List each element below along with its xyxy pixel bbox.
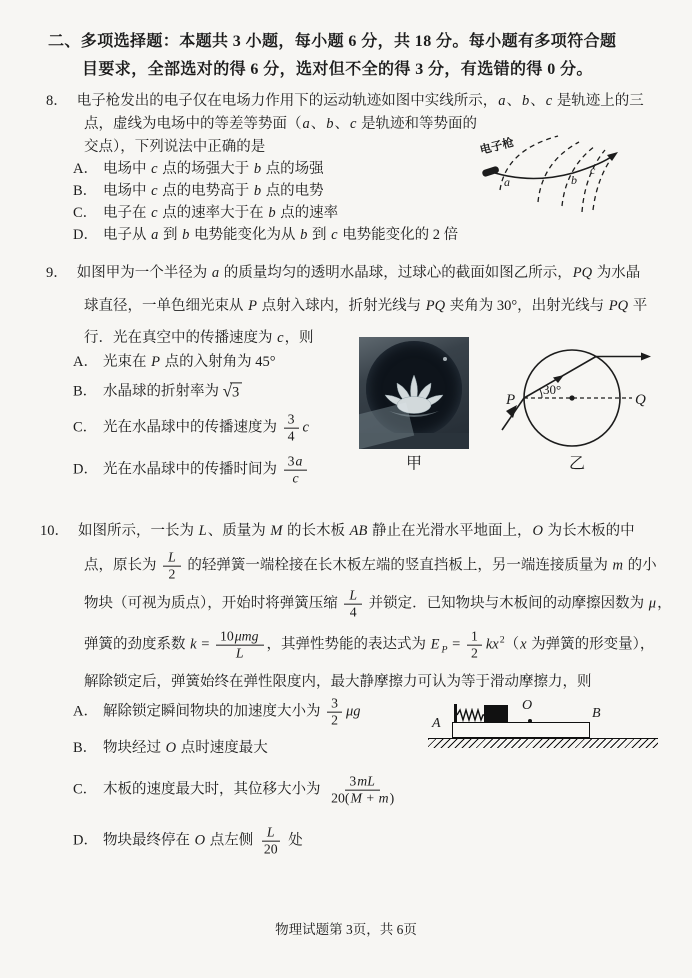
- page-footer: 物理试题第 3页，共 6页: [275, 922, 417, 937]
- block: [484, 705, 508, 722]
- q10-line5: 解除锁定后，弹簧始终在弹性限度内，最大静摩擦力可认为等于滑动摩擦力，则: [84, 673, 592, 690]
- point-b-label: b: [571, 173, 577, 187]
- plank-o-label: O: [522, 698, 533, 713]
- plank-a-label: A: [432, 716, 441, 731]
- section-header-line2: 目要求，全部选对的得 6 分，选对但不全的得 3 分，有选错的得 0 分。: [82, 61, 593, 78]
- q8-option-b: B． 电场中 c 点的电势高于 b 点的电势: [73, 182, 324, 199]
- center-dot: [569, 395, 574, 400]
- q9-option-b: B． 水晶球的折射率为 √ 3: [73, 382, 242, 401]
- crystal-ball-photo: [359, 337, 469, 449]
- section-header-line1: 二、多项选择题：本题共 3 小题，每小题 6 分，共 18 分。每小题有多项符合题: [48, 33, 617, 50]
- electron-trajectory-diagram: [478, 130, 670, 242]
- q10-line4: 弹簧的劲度系数 k = $\frac{\text{10μmg}}{L}$ ，其弹性势能的表达式为 E $_P$ = $\frac{1}{2}$ $kx^2(x$ 为弹簧的形变量），: [84, 628, 655, 661]
- q10-line1: 10． 如图所示，一长为 L、质量为 M 的长木板 AB 静止在光滑水平地面上，O 为长木板的中: [40, 522, 635, 539]
- exit-ray-arrow: [641, 353, 651, 361]
- electron-gun-icon: [481, 166, 499, 178]
- lotus-flower-icon: [359, 337, 469, 449]
- trajectory-arrow: [607, 152, 618, 161]
- plank: [452, 722, 590, 738]
- q9-line1: 9． 如图甲为一个半径为 a 的质量均匀的透明水晶球，过球心的截面如图乙所示，PQ 为水晶: [46, 264, 641, 281]
- q10-line2: 点，原长为 $\frac{L}{2}$ 的轻弹簧一端栓接在长木板左端的竖直挡板上，另一端连接质量为 m 的小: [84, 549, 657, 582]
- q9-line2: 球直径，一单色细光束从 P 点射入球内，折射光线与 PQ 夹角为 30°，出射光线与 PQ 平: [84, 297, 648, 314]
- plank-b-label: B: [592, 706, 601, 721]
- q8-line2: 点，虚线为电场中的等差等势面（a、b、c 是轨迹和等势面的: [84, 115, 478, 132]
- q8-line1: 8． 电子枪发出的电子仅在电场力作用下的运动轨迹如图中实线所示，a、b、c 是轨迹上的三: [46, 92, 644, 109]
- point-q-label: Q: [635, 392, 646, 408]
- electron-gun-label: 电子枪: [478, 136, 516, 157]
- q10-option-c: C． 木板的速度最大时，其位移大小为 $\frac{3mL}{20(M + m)}$: [73, 773, 395, 806]
- q10-option-b: B． 物块经过 O 点时速度最大: [73, 739, 268, 756]
- q9-option-c: C． 光在水晶球中的传播速度为 $\frac{3}{4}$ c: [73, 411, 309, 444]
- midpoint-dot: [528, 719, 532, 723]
- q9-option-d: D． 光在水晶球中的传播时间为 $\frac{3a}{c}$: [73, 454, 310, 487]
- ground-hatching: [428, 738, 658, 748]
- q10-option-a: A． 解除锁定瞬间物块的加速度大小为 $\frac{3}{2}$ μg: [73, 695, 361, 728]
- circle-optics-diagram: [498, 334, 656, 454]
- q9-line3: 行．光在真空中的传播速度为 c，则: [84, 329, 314, 346]
- q8-option-d: D． 电子从 a 到 b 电势能变化为从 b 到 c 电势能变化的 2 倍: [73, 226, 459, 243]
- q10-line3: 物块（可视为质点），开始时将弹簧压缩 $\frac{L}{4}$ 并锁定．已知物块与木板间的动摩擦因数为 μ，: [84, 587, 672, 620]
- q10-option-d: D． 物块最终停在 O 点左侧 $\frac{L}{20}$ 处: [73, 824, 303, 857]
- q8-option-a: A． 电场中 c 点的场强大于 b 点的场强: [73, 160, 324, 177]
- q10-number: 10．: [40, 522, 69, 539]
- point-c-label: c: [590, 163, 596, 177]
- q8-line3: 交点），下列说法中正确的是: [84, 138, 266, 155]
- electron-gun-figure: [478, 130, 670, 242]
- q8-number: 8．: [46, 92, 68, 109]
- q9-number: 9．: [46, 264, 68, 281]
- angle-30-label: 30°: [543, 382, 562, 397]
- q8-option-c: C． 电子在 c 点的速率大于在 b 点的速率: [73, 204, 339, 221]
- figure-jia-caption: 甲: [405, 455, 423, 473]
- figure-yi-caption: 乙: [568, 455, 586, 473]
- plank-spring-figure: [424, 692, 662, 766]
- q9-option-a: A． 光束在 P 点的入射角为 45°: [73, 353, 276, 370]
- point-p-label: P: [506, 392, 516, 408]
- point-a-label: a: [504, 175, 510, 189]
- refraction-diagram: [498, 334, 656, 454]
- spring-icon: [457, 708, 485, 723]
